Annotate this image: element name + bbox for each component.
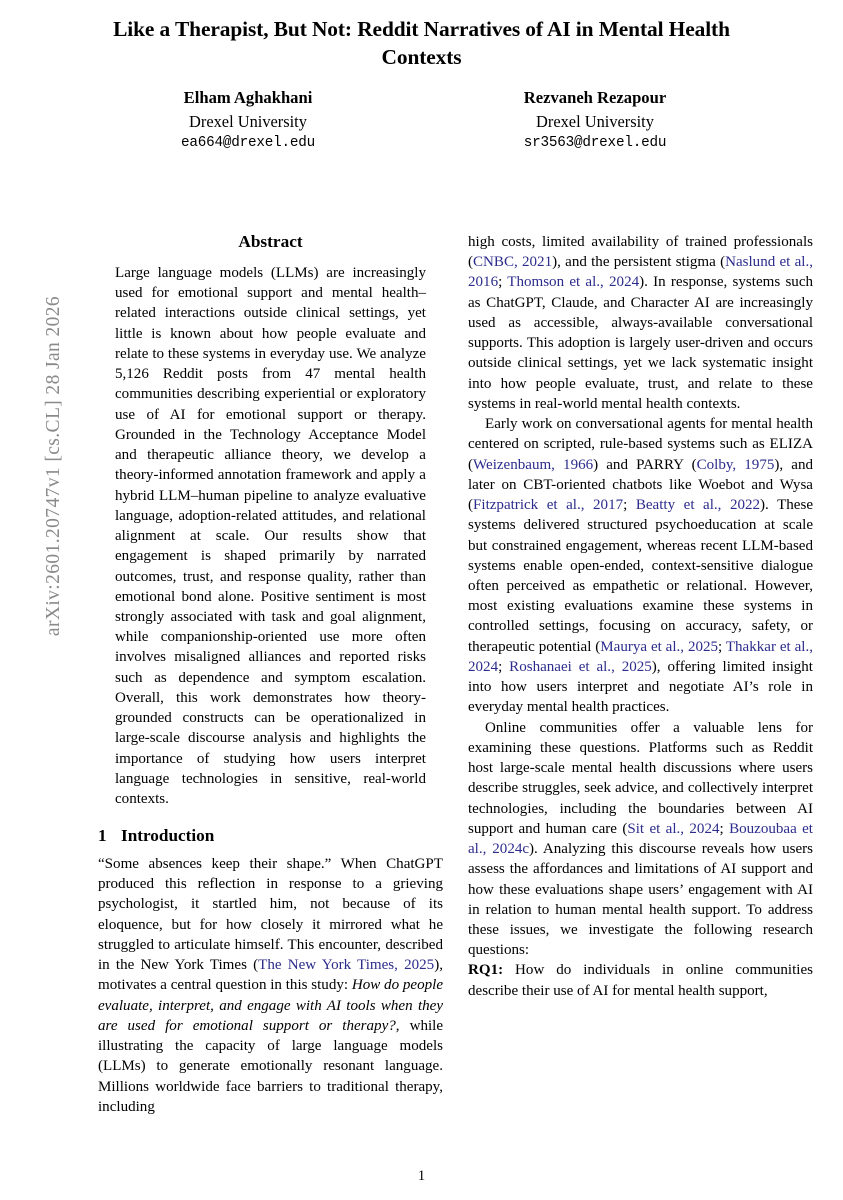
text-segment: ) and PARRY ( xyxy=(593,456,697,473)
intro-paragraph-2 xyxy=(468,414,813,718)
intro-paragraph-1 xyxy=(98,854,443,1117)
intro-paragraph-3 xyxy=(468,718,813,961)
text-segment: Online communities offer a valuable lens for examining these questions. Platforms such as Reddit host large-scale mental health discussions where users describe struggles, seek advice, and collectively interpret technologies, including the boundaries between AI support and human care ( xyxy=(468,719,813,837)
author-affiliation: Drexel University xyxy=(536,111,654,131)
section-heading-introduction xyxy=(98,826,443,847)
text-segment: ; xyxy=(498,658,510,675)
citation-link[interactable]: Fitzpatrick et al., 2017 xyxy=(473,497,624,514)
citation-link[interactable]: The New York Times, 2025 xyxy=(258,957,435,974)
text-segment: ), and the persistent stigma ( xyxy=(552,254,726,271)
text-segment: “Some absences keep their shape.” When ChatGPT produced this reflection in response to a grieving psychologist, it startled him, not because of its eloquence, but for how closely it mirrored what he struggled to articulate himself. This encounter, described in the New York Times ( xyxy=(98,855,443,974)
citation-link[interactable]: Thakkar et al., 2024 xyxy=(468,638,813,675)
page-number: 1 xyxy=(417,1168,426,1184)
text-segment: ), and later on CBT-oriented chatbots like Woebot and Wysa ( xyxy=(468,456,813,514)
author-list xyxy=(98,86,745,153)
citation-link[interactable]: Naslund et al., 2016 xyxy=(468,254,814,291)
text-segment: ), motivates a central question in this study: xyxy=(98,957,443,994)
citation-link[interactable]: Roshanaei et al., 2025 xyxy=(509,658,652,675)
text-segment: , while illustrating the capacity of large language models (LLMs) to generate emotionally resonant language. Millions worldwide face barriers to traditional therapy, including xyxy=(98,1017,444,1115)
author-entry xyxy=(445,86,745,153)
right-column xyxy=(468,232,813,1001)
abstract-body xyxy=(115,263,426,809)
author-name: Elham Aghakhani xyxy=(183,88,313,107)
abstract-heading: Abstract xyxy=(238,232,303,251)
text-segment: ; xyxy=(623,497,636,514)
citation-link[interactable]: Maurya et al., 2025 xyxy=(600,638,719,655)
left-column xyxy=(98,232,443,1117)
author-entry xyxy=(98,86,398,153)
abstract-text: Large language models (LLMs) are increasingly used for emotional support and mental health–related interactions outside clinical settings, yet little is known about how people evaluate and relate to these systems in everyday use. We analyze 5,126 Reddit posts from 47 mental health communities describing experiential or exploratory use of AI for emotional support or therapy. Grounded in the Technology Acceptance Model and therapeutic alliance theory, we develop a theory-informed annotation framework and apply a hybrid LLM–human pipeline to analyze evaluative language, adoption-related attitudes, and relational alignment at scale. Our results show that engagement is shaped primarily by narrated outcomes, trust, and response quality, rather than emotional bond alone. Positive sentiment is most strongly associated with task and goal alignment, while companionship-oriented use more often involves misaligned alliances and reported risks such as dependence and symptom escalation. Overall, this work demonstrates how theory-grounded constructs can be operationalized in large-scale discourse analysis and highlights the importance of studying how users interpret language technologies in sensitive, real-world contexts. xyxy=(115,265,426,808)
text-segment: high costs, limited availability of trained professionals ( xyxy=(468,234,813,271)
rq1-label: RQ1: xyxy=(468,962,504,979)
author-name: Rezvaneh Rezapour xyxy=(523,88,667,107)
text-segment: ; xyxy=(719,820,730,837)
author-email[interactable]: ea664@drexel.edu xyxy=(180,134,316,151)
research-question-italic: How do people evaluate, interpret, and engage with AI tools when they are used for emotional support or therapy? xyxy=(98,977,443,1034)
text-segment: ). Analyzing this discourse reveals how users assess the affordances and limitations of AI support and how these evaluations shape users’ engagement with AI in relation to human mental health support. To address these issues, we investigate the following research questions: xyxy=(468,841,813,959)
research-question-1 xyxy=(468,960,813,1000)
citation-link[interactable]: Bouzoubaa et al., 2024c xyxy=(468,820,813,858)
section-number: 1 xyxy=(98,826,107,846)
citation-link[interactable]: Beatty et al., 2022 xyxy=(635,497,761,514)
intro-paragraph-1-continued xyxy=(468,232,813,414)
page-title: Like a Therapist, But Not: Reddit Narratives of AI in Mental Health Contexts xyxy=(113,17,730,70)
text-segment: ; xyxy=(498,274,508,291)
citation-link[interactable]: Weizenbaum, 1966 xyxy=(473,456,594,473)
text-segment: ), offering limited insight into how users interpret and negotiate AI’s role in everyday mental health practices. xyxy=(468,658,813,716)
section-title: Introduction xyxy=(121,826,215,846)
citation-link[interactable]: Sit et al., 2024 xyxy=(627,820,720,837)
text-segment: ; xyxy=(718,638,726,655)
text-segment: Early work on conversational agents for mental health centered on scripted, rule-based systems such as ELIZA ( xyxy=(468,416,813,473)
text-segment: ). These systems delivered structured psychoeducation at scale but constrained engagement, whereas recent LLM-based systems enable open-ended, context-sensitive dialogue often perceived as empathetic or relational. However, most existing evaluations examine these systems in controlled settings, focusing on accuracy, safety, or therapeutic potential ( xyxy=(468,497,814,655)
citation-link[interactable]: Colby, 1975 xyxy=(696,456,775,473)
citation-link[interactable]: Thomson et al., 2024 xyxy=(507,274,640,291)
text-segment: ). In response, systems such as ChatGPT, Claude, and Character AI are increasingly used as accessible, always-available conversational supports. This adoption is largely user-driven and occurs outside clinical settings, yet we lack systematic insight into how people evaluate, trust, and relate to these systems in real-world mental health contexts. xyxy=(468,274,814,412)
author-email[interactable]: sr3563@drexel.edu xyxy=(523,134,667,151)
citation-link[interactable]: CNBC, 2021 xyxy=(473,254,553,271)
author-affiliation: Drexel University xyxy=(189,111,307,131)
arxiv-identifier-stamp: arXiv:2601.20747v1 [cs.CL] 28 Jan 2026 xyxy=(43,295,64,637)
rq1-text: How do individuals in online communities describe their use of AI for mental health support, xyxy=(468,962,813,999)
